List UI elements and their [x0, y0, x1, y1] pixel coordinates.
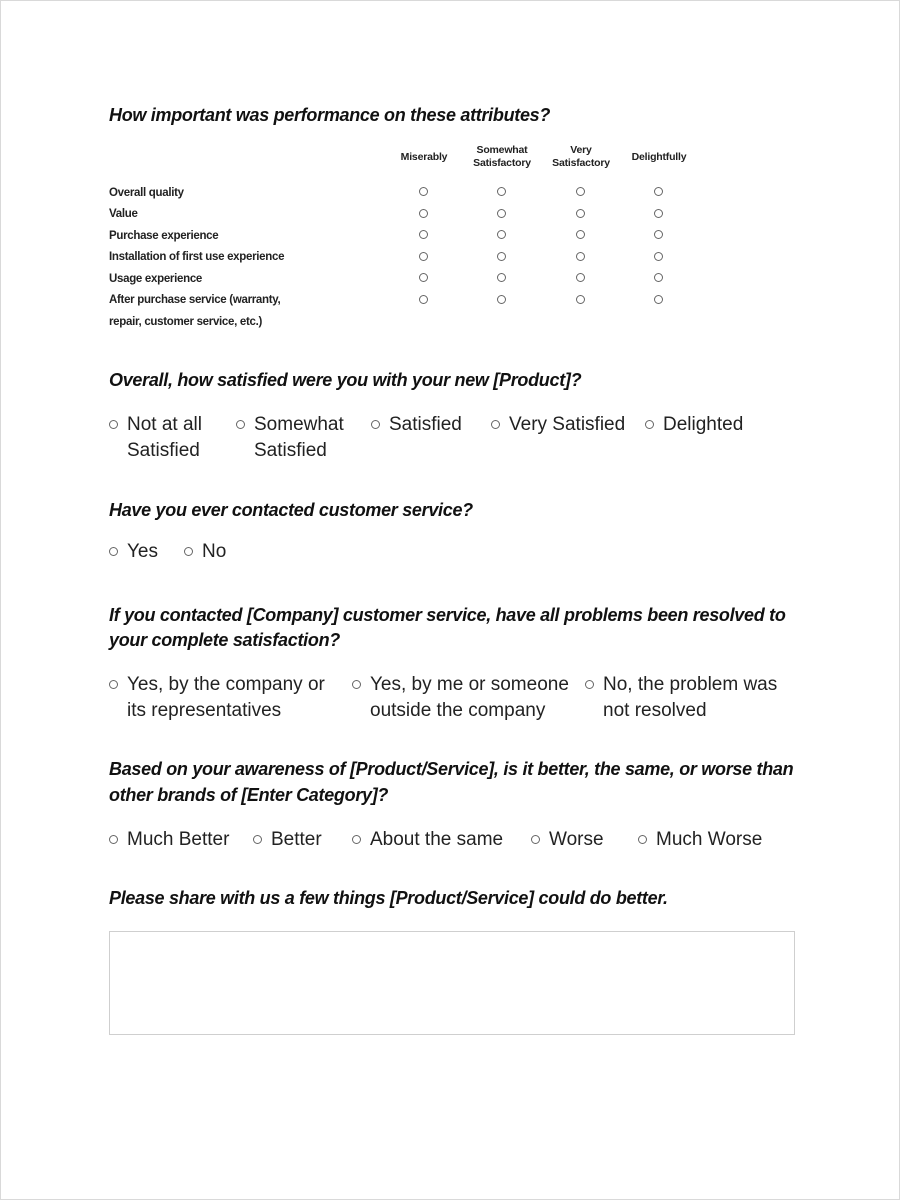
row-label-after-purchase-service: After purchase service (warranty, — [109, 294, 281, 306]
matrix-radio-row2-col3[interactable] — [576, 209, 585, 218]
matrix-radio-row6-col1[interactable] — [419, 295, 428, 304]
row-label-overall-quality: Overall quality — [109, 187, 184, 199]
radio-button[interactable] — [531, 835, 540, 844]
q2-option-delighted[interactable] — [645, 412, 743, 438]
option-label: Yes, by the company or its representatives — [127, 674, 325, 721]
matrix-radio-row4-col2[interactable] — [497, 252, 506, 261]
radio-button[interactable] — [253, 835, 262, 844]
matrix-radio-row2-col1[interactable] — [419, 209, 428, 218]
matrix-radio-row1-col3[interactable] — [576, 187, 585, 196]
q5-option-much-worse[interactable] — [638, 827, 762, 853]
option-label: Not at all Satisfied — [127, 414, 202, 461]
q5-option-about-the-same[interactable] — [352, 827, 503, 853]
column-header-miserably: Miserably — [400, 151, 448, 163]
row-label-installation: Installation of first use experience — [109, 251, 285, 263]
q6-title: Please share with us a few things [Product/Service] could do better. — [109, 888, 668, 908]
matrix-radio-row6-col4[interactable] — [654, 295, 663, 304]
matrix-radio-row5-col4[interactable] — [654, 273, 663, 282]
option-label: Very Satisfied — [509, 414, 626, 435]
matrix-radio-row5-col3[interactable] — [576, 273, 585, 282]
option-label: Delighted — [663, 414, 744, 435]
option-label: Better — [271, 829, 322, 850]
option-label: Worse — [549, 829, 604, 850]
radio-button[interactable] — [371, 420, 380, 429]
matrix-radio-row3-col1[interactable] — [419, 230, 428, 239]
matrix-radio-row1-col2[interactable] — [497, 187, 506, 196]
matrix-radio-row1-col4[interactable] — [654, 187, 663, 196]
column-header-delightfully: Delightfully — [631, 151, 687, 163]
q4-option-no-not-resolved[interactable] — [585, 672, 777, 724]
q3-option-no[interactable] — [184, 539, 226, 565]
q2-option-somewhat-satisfied[interactable] — [236, 412, 344, 464]
q1-title: How important was performance on these attributes? — [109, 105, 551, 125]
matrix-radio-row5-col1[interactable] — [419, 273, 428, 282]
column-header-somewhat-satisfactory: Somewhat Satisfactory — [473, 144, 531, 169]
radio-button[interactable] — [109, 835, 118, 844]
q4-option-yes-by-me[interactable] — [352, 672, 569, 724]
radio-button[interactable] — [491, 420, 500, 429]
q5-option-much-better[interactable] — [109, 827, 229, 853]
radio-button[interactable] — [638, 835, 647, 844]
q2-option-very-satisfied[interactable] — [491, 412, 625, 438]
q2-option-not-at-all-satisfied[interactable] — [109, 412, 202, 464]
q5-title-line1: Based on your awareness of [Product/Service], is it better, the same, or worse than — [109, 759, 794, 779]
q2-option-satisfied[interactable] — [371, 412, 462, 438]
radio-button[interactable] — [109, 547, 118, 556]
matrix-radio-row1-col1[interactable] — [419, 187, 428, 196]
row-label-usage-experience: Usage experience — [109, 273, 203, 285]
q4-title-line2: your complete satisfaction? — [109, 630, 340, 650]
option-label: Satisfied — [389, 414, 462, 435]
radio-button[interactable] — [352, 680, 361, 689]
radio-button[interactable] — [352, 835, 361, 844]
matrix-radio-row3-col3[interactable] — [576, 230, 585, 239]
matrix-radio-row6-col2[interactable] — [497, 295, 506, 304]
row-label-after-purchase-service-cont: repair, customer service, etc.) — [109, 316, 263, 328]
matrix-radio-row6-col3[interactable] — [576, 295, 585, 304]
matrix-radio-row4-col1[interactable] — [419, 252, 428, 261]
option-label: Much Better — [127, 829, 230, 850]
matrix-radio-row4-col3[interactable] — [576, 252, 585, 261]
q5-option-better[interactable] — [253, 827, 322, 853]
matrix-radio-row4-col4[interactable] — [654, 252, 663, 261]
option-label: No — [202, 541, 227, 562]
matrix-radio-row5-col2[interactable] — [497, 273, 506, 282]
q4-option-yes-by-company[interactable] — [109, 672, 325, 724]
feedback-textarea[interactable] — [109, 931, 795, 1035]
row-label-value: Value — [109, 208, 138, 220]
radio-button[interactable] — [236, 420, 245, 429]
option-label: Much Worse — [656, 829, 763, 850]
radio-button[interactable] — [109, 680, 118, 689]
option-label: Somewhat Satisfied — [254, 414, 344, 461]
option-label: Yes — [127, 541, 158, 562]
radio-button[interactable] — [585, 680, 594, 689]
q5-option-worse[interactable] — [531, 827, 604, 853]
radio-button[interactable] — [645, 420, 654, 429]
matrix-radio-row2-col2[interactable] — [497, 209, 506, 218]
row-label-purchase-experience: Purchase experience — [109, 230, 219, 242]
option-label: Yes, by me or someone outside the company — [370, 674, 569, 721]
radio-button[interactable] — [109, 420, 118, 429]
matrix-radio-row2-col4[interactable] — [654, 209, 663, 218]
q3-option-yes[interactable] — [109, 539, 158, 565]
q4-title-line1: If you contacted [Company] customer service, have all problems been resolved to — [109, 605, 786, 625]
q3-title: Have you ever contacted customer service? — [109, 500, 473, 520]
matrix-radio-row3-col2[interactable] — [497, 230, 506, 239]
matrix-radio-row3-col4[interactable] — [654, 230, 663, 239]
option-label: About the same — [370, 829, 504, 850]
q5-title-line2: other brands of [Enter Category]? — [109, 785, 389, 805]
radio-button[interactable] — [184, 547, 193, 556]
q2-title: Overall, how satisfied were you with your new [Product]? — [109, 370, 582, 390]
column-header-very-satisfactory: Very Satisfactory — [552, 144, 610, 169]
option-label: No, the problem was not resolved — [603, 674, 778, 721]
